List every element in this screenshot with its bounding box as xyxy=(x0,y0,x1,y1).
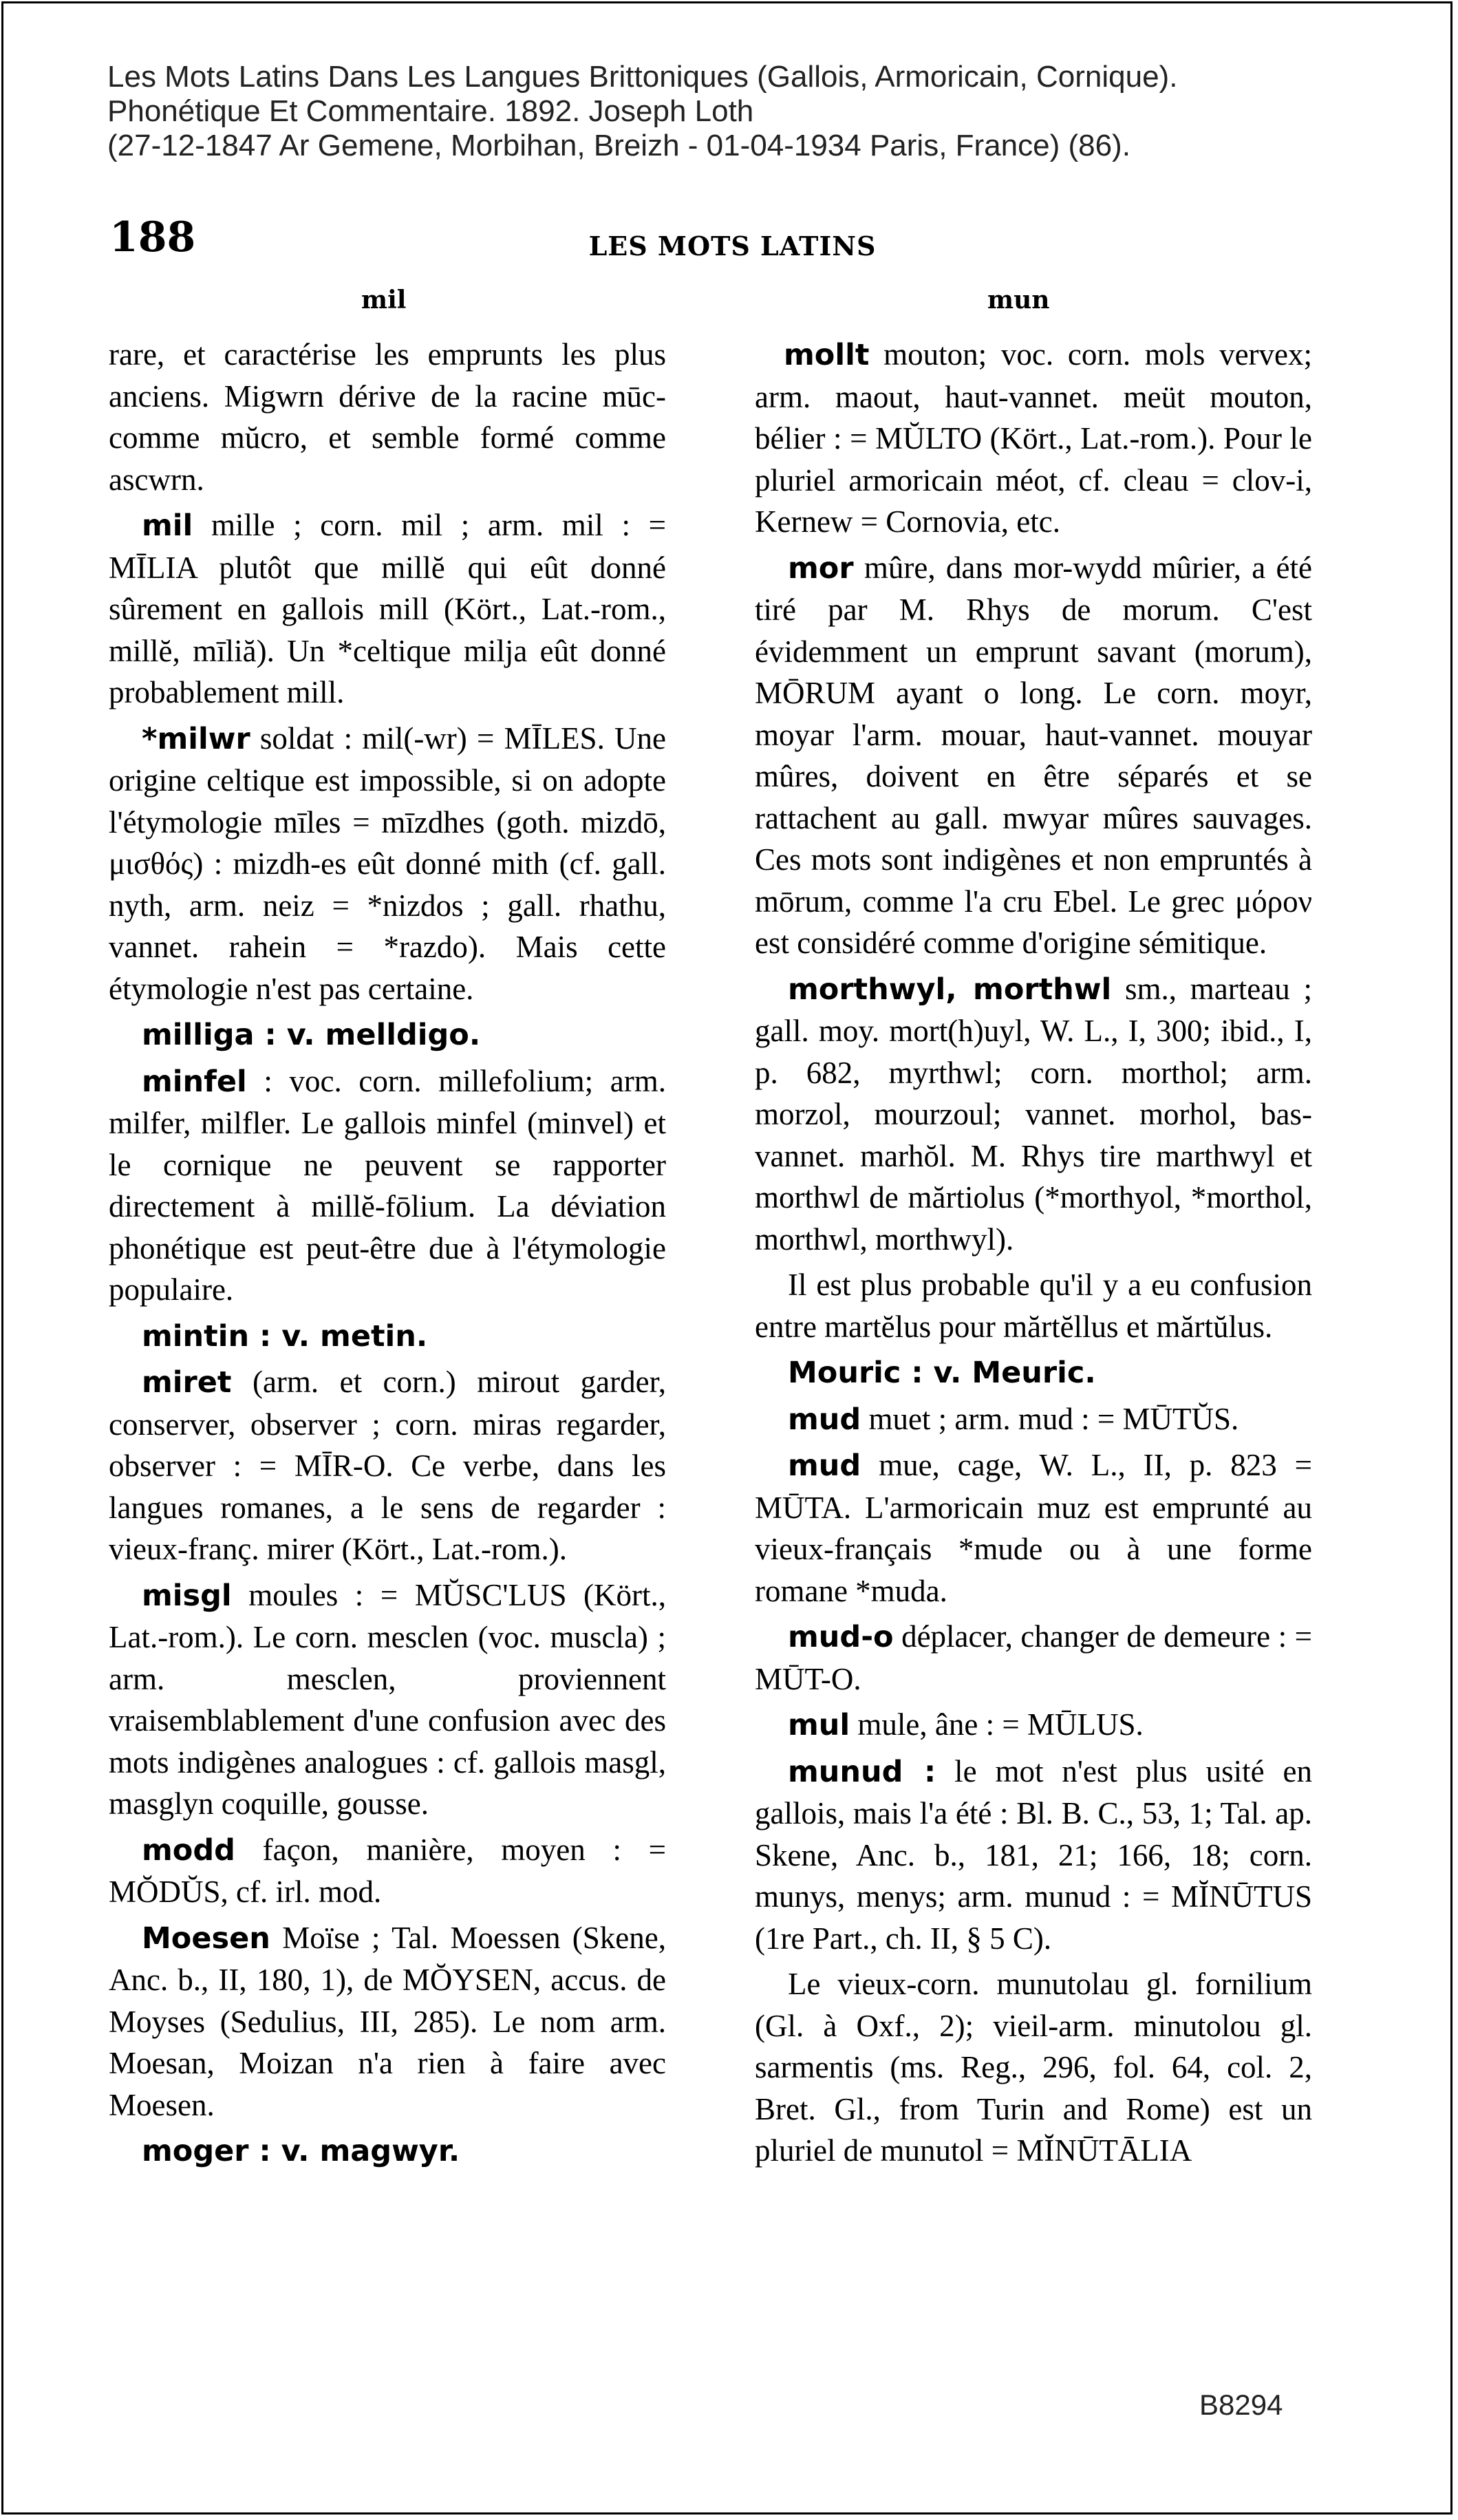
catalog-id: B8294 xyxy=(1199,2389,1283,2421)
entry-text: façon, manière, moyen : = MŎDŬS, cf. irl. mod. xyxy=(109,1832,667,1909)
dictionary-entry xyxy=(109,2130,666,2172)
dictionary-entry xyxy=(109,1014,666,1056)
left-column xyxy=(109,334,666,2177)
header-line-3: (27-12-1847 Ar Gemene, Morbihan, Breizh - 01-04-1934 Paris, France) (86). xyxy=(107,129,1130,162)
headword: mollt xyxy=(784,338,870,372)
dictionary-entry xyxy=(109,504,666,714)
headword: misgl xyxy=(142,1578,232,1613)
entry-text: mouton; voc. corn. mols vervex; arm. maout, haut-vannet. meüt mouton, bélier : = MŬLTO (Kört., Lat.-rom.). Pour le pluriel armoricain méot, cf. cleau = clov-i, Kernew = Cornovia, etc. xyxy=(755,337,1313,539)
page-number: 188 xyxy=(109,213,196,261)
entry-text: mûre, dans mor-wydd mûrier, a été tiré par M. Rhys de morum. C'est évidemment un emprunt savant (morum), MŌRUM ayant o long. Le corn. moyr, moyar l'arm. mouar, haut-vannet. mouyar mûres, doivent en être séparés et se rattachent au gall. mwyar mûres sauvages. Ces mots sont indigènes et non empruntés à mōrum, comme l'a cru Ebel. Le grec μόρον est considéré comme d'origine sémitique. xyxy=(755,550,1312,960)
left-guide-word: mil xyxy=(361,286,407,314)
headword: morthwyl, morthwl xyxy=(788,972,1112,1007)
cross-reference: mintin : v. metin. xyxy=(142,1318,428,1354)
headword: Moesen xyxy=(142,1921,270,1956)
dictionary-entry xyxy=(755,1963,1312,2172)
dictionary-entry xyxy=(109,1361,666,1570)
dictionary-entry: rare, et caractérise les emprunts les plus anciens. Migwrn dérive de la racine mūc- comme mŭcro, et semble formé comme ascwrn. xyxy=(109,337,666,497)
dictionary-entry xyxy=(109,1060,666,1311)
entry-text: mule, âne : = MŪLUS. xyxy=(857,1707,1144,1742)
dictionary-entry xyxy=(109,1574,666,1825)
dictionary-entry xyxy=(755,1264,1312,1347)
entry-text: muet ; arm. mud : = MŪTŬS. xyxy=(868,1401,1239,1436)
entry-text: Le vieux-corn. munutolau gl. fornilium (Gl. à Oxf., 2); vieil-arm. minutolou gl. sarmentis (ms. Reg., 296, fol. 64, col. 2, Bret. Gl., from Turin and Rome) est un pluriel de munutol = MĬNŪTĀLIA xyxy=(755,1967,1312,2168)
headword: mud xyxy=(788,1449,861,1483)
dictionary-entry xyxy=(755,1704,1312,1747)
entry-text: : voc. corn. millefolium; arm. milfer, milfler. Le gallois minfel (minvel) et le cornique ne peuvent se rapporter directement à millĕ-fōlium. La déviation phonétique est peut-être due à l'étymologie populaire. xyxy=(109,1063,667,1307)
headword: mud-o xyxy=(788,1620,894,1654)
dictionary-entry xyxy=(755,1352,1312,1394)
dictionary-entry xyxy=(755,1398,1312,1441)
dictionary-entry xyxy=(109,718,666,1010)
entry-text: le mot n'est plus usité en gallois, mais l'a été : Bl. B. C., 53, 1; Tal. ap. Skene, Anc. b., 181, 21; 166, 18; corn. munys, menys; arm. munud : = MĬNŪTUS (1re Part., ch. II, § 5 C). xyxy=(755,1753,1313,1956)
headword: miret xyxy=(142,1365,232,1400)
headword: *milwr xyxy=(142,721,250,756)
headword: mud xyxy=(788,1402,861,1437)
dictionary-entry xyxy=(755,1751,1312,1960)
right-guide-word: mun xyxy=(987,286,1050,314)
cross-reference: Mouric : v. Meuric. xyxy=(788,1356,1096,1390)
entry-text: Moïse ; Tal. Moessen (Skene, Anc. b., II, 180, 1), de MŎYSEN, accus. de Moyses (Sedulius, III, 285). Le nom arm. Moesan, Moizan n'a rien à faire avec Moesen. xyxy=(109,1920,667,2122)
dictionary-entry xyxy=(755,547,1312,964)
dictionary-entry xyxy=(109,1829,666,1913)
entry-text: mille ; corn. mil ; arm. mil : = MĪLIA plutôt que millĕ qui eût donné sûrement en gallois mill (Kört., Lat.-rom., millĕ, mīliă). Un *celtique milja eût donné probablement mill. xyxy=(109,508,666,709)
headword: modd xyxy=(142,1833,235,1868)
dictionary-entry xyxy=(755,1616,1312,1700)
entry-text: sm., marteau ; gall. moy. mort(h)uyl, W. L., I, 300; ibid., I, p. 682, myrthwl; corn. morthol; arm. morzol, mourzoul; vannet. morhol, bas-vannet. marhŏl. M. Rhys tire marthwyl et morthwl de mărtiolus (*morthyol, *morthol, morthwl, morthwyl). xyxy=(755,971,1312,1257)
dictionary-entry xyxy=(109,1315,666,1358)
headword: mul xyxy=(788,1708,850,1742)
dictionary-entry xyxy=(755,334,1312,543)
entry-text: soldat : mil(-wr) = MĪLES. Une origine celtique est impossible, si on adopte l'étymologie mīles = mīzdhes (goth. mizdō, μισθός) : mizdh-es eût donné mith (cf. gall. nyth, arm. neiz = *nizdos ; gall. rhathu, vannet. rahein = *razdo). Mais cette étymologie n'est pas certaine. xyxy=(109,720,667,1006)
dictionary-entry xyxy=(109,1917,666,2126)
header-line-2: Phonétique Et Commentaire. 1892. Joseph Loth xyxy=(107,94,754,128)
page-frame xyxy=(1,1,1452,2514)
dictionary-entry xyxy=(755,968,1312,1261)
entry-text: Il est plus probable qu'il y a eu confusion entre martĕlus pour mărtĕllus et mărtŭlus. xyxy=(755,1268,1312,1344)
header-line-1: Les Mots Latins Dans Les Langues Brittoniques (Gallois, Armoricain, Cornique). xyxy=(107,60,1178,94)
headword: mil xyxy=(142,509,193,543)
entry-text: moules : = MŬSC'LUS (Kört., Lat.-rom.). Le corn. mesclen (voc. muscla) ; arm. mesclen, proviennent vraisemblablement d'une confusion avec des mots indigènes analogues : cf. gallois masgl, masglyn coquille, gousse. xyxy=(109,1577,666,1821)
entry-text: mue, cage, W. L., II, p. 823 = MŪTA. L'armoricain muz est emprunté au vieux-français *mude ou à une forme romane *muda. xyxy=(755,1448,1313,1608)
dictionary-entry xyxy=(755,1444,1312,1612)
cross-reference: milliga : v. melldigo. xyxy=(142,1018,481,1052)
entry-text: (arm. et corn.) mirout garder, conserver, observer ; corn. miras regarder, observer : = MĪR-O. Ce verbe, dans les langues romanes, a le sens de regarder : vieux-franç. mirer (Kört., Lat.-rom.). xyxy=(109,1365,667,1566)
headword: minfel xyxy=(142,1064,247,1099)
cross-reference: moger : v. magwyr. xyxy=(142,2134,460,2168)
headword: munud : xyxy=(788,1754,936,1789)
entry-text: déplacer, changer de demeure : = MŪT-O. xyxy=(755,1619,1312,1696)
headword: mor xyxy=(788,551,854,586)
running-head: LES MOTS LATINS xyxy=(588,231,877,261)
right-column xyxy=(755,334,1312,2176)
bibliographic-header xyxy=(107,60,1346,163)
